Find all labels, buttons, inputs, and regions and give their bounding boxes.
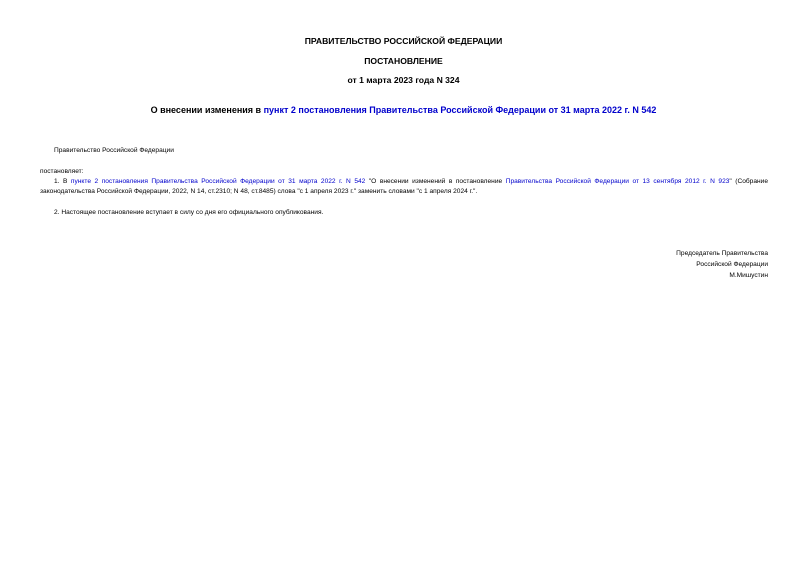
decree-word: постановляет: — [40, 168, 84, 175]
paragraph-1-rest-text: " (Собрание законодательства Российской Федерации, 2022, N 14, ст.2310; N 48, ст.8485) слова "с 1 апреля 2023 г." заменить словами "с 1 апреля 2024 г.". — [40, 178, 768, 195]
paragraph-1-link-decree-923[interactable]: Правительства Российской Федерации от 13 сентября 2012 г. N 923 — [505, 178, 730, 185]
paragraph-1 — [40, 177, 768, 197]
document-title-link[interactable]: пункт 2 постановления Правительства Российской Федерации от 31 марта 2022 г. N 542 — [263, 105, 657, 115]
document-title — [0, 105, 807, 115]
government-heading: ПРАВИТЕЛЬСТВО РОССИЙСКОЙ ФЕДЕРАЦИИ — [304, 36, 503, 46]
paragraph-2: 2. Настоящее постановление вступает в силу со дня его официального опубликования. — [54, 209, 324, 216]
document-type-heading: ПОСТАНОВЛЕНИЕ — [364, 56, 443, 66]
signature-organization: Российской Федерации — [696, 261, 768, 268]
preamble-text: Правительство Российской Федерации — [54, 147, 174, 154]
signature-position: Председатель Правительства — [676, 250, 768, 257]
paragraph-1-mid-text: "О внесении изменений в постановление — [365, 178, 506, 185]
document-date-number: от 1 марта 2023 года N 324 — [347, 75, 460, 85]
paragraph-1-link-decree-542[interactable]: пункте 2 постановления Правительства Российской Федерации от 31 марта 2022 г. N 542 — [70, 178, 366, 185]
document-title-prefix: О внесении изменения в — [150, 105, 264, 115]
paragraph-1-number: 1. В — [54, 178, 71, 185]
signature-name: М.Мишустин — [729, 272, 768, 279]
